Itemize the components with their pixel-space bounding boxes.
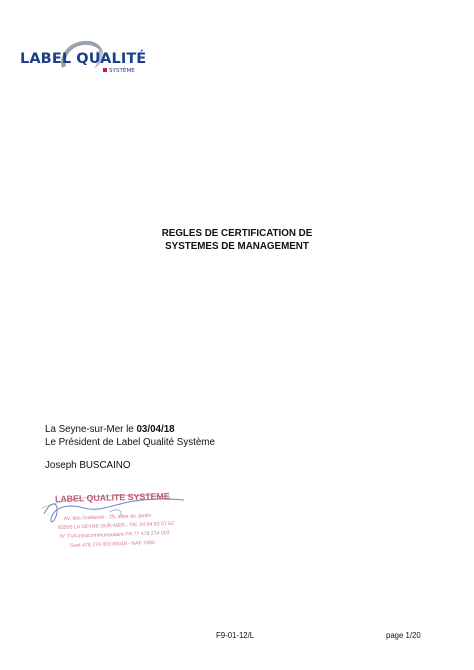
page-number: page 1/20 <box>386 631 421 640</box>
document-reference: F9-01-12/L <box>216 631 255 640</box>
stamp-vat-line: N° TVA intracommunautaire FR 77 478 274 003 <box>59 530 170 540</box>
stamp-siret-line: Siret 478 274 003 00018 - NAF 7490 <box>69 540 155 549</box>
logo-tagline <box>103 68 135 74</box>
logo-square-icon <box>103 68 107 72</box>
place-date-prefix: La Seyne-sur-Mer le <box>45 424 137 435</box>
signatory-name: Joseph BUSCAINO <box>45 460 131 472</box>
stamp-address-line: Av. des Goélands - 25, allée du Jardin <box>63 512 152 522</box>
document-date: 03/04/18 <box>136 424 175 435</box>
stamp-city-phone-line: 83500 LA SEYNE-SUR-MER - Tél. 04 94 63 57 62 <box>57 520 175 531</box>
title-line-2: SYSTEMES DE MANAGEMENT <box>165 240 309 252</box>
title-line-1: REGLES DE CERTIFICATION DE <box>161 228 313 239</box>
company-logo <box>20 38 160 84</box>
signature-block <box>45 424 215 473</box>
logo-tagline-text: SYSTÈME <box>109 68 135 74</box>
company-stamp <box>40 488 190 556</box>
stamp-title: LABEL QUALITE SYSTEME <box>54 490 170 504</box>
signatory-role: Le Président de Label Qualité Système <box>45 436 215 448</box>
place-date-line <box>45 424 215 437</box>
logo-brand-text: LABEL QUALITÉ <box>20 51 147 67</box>
document-title <box>0 228 474 253</box>
